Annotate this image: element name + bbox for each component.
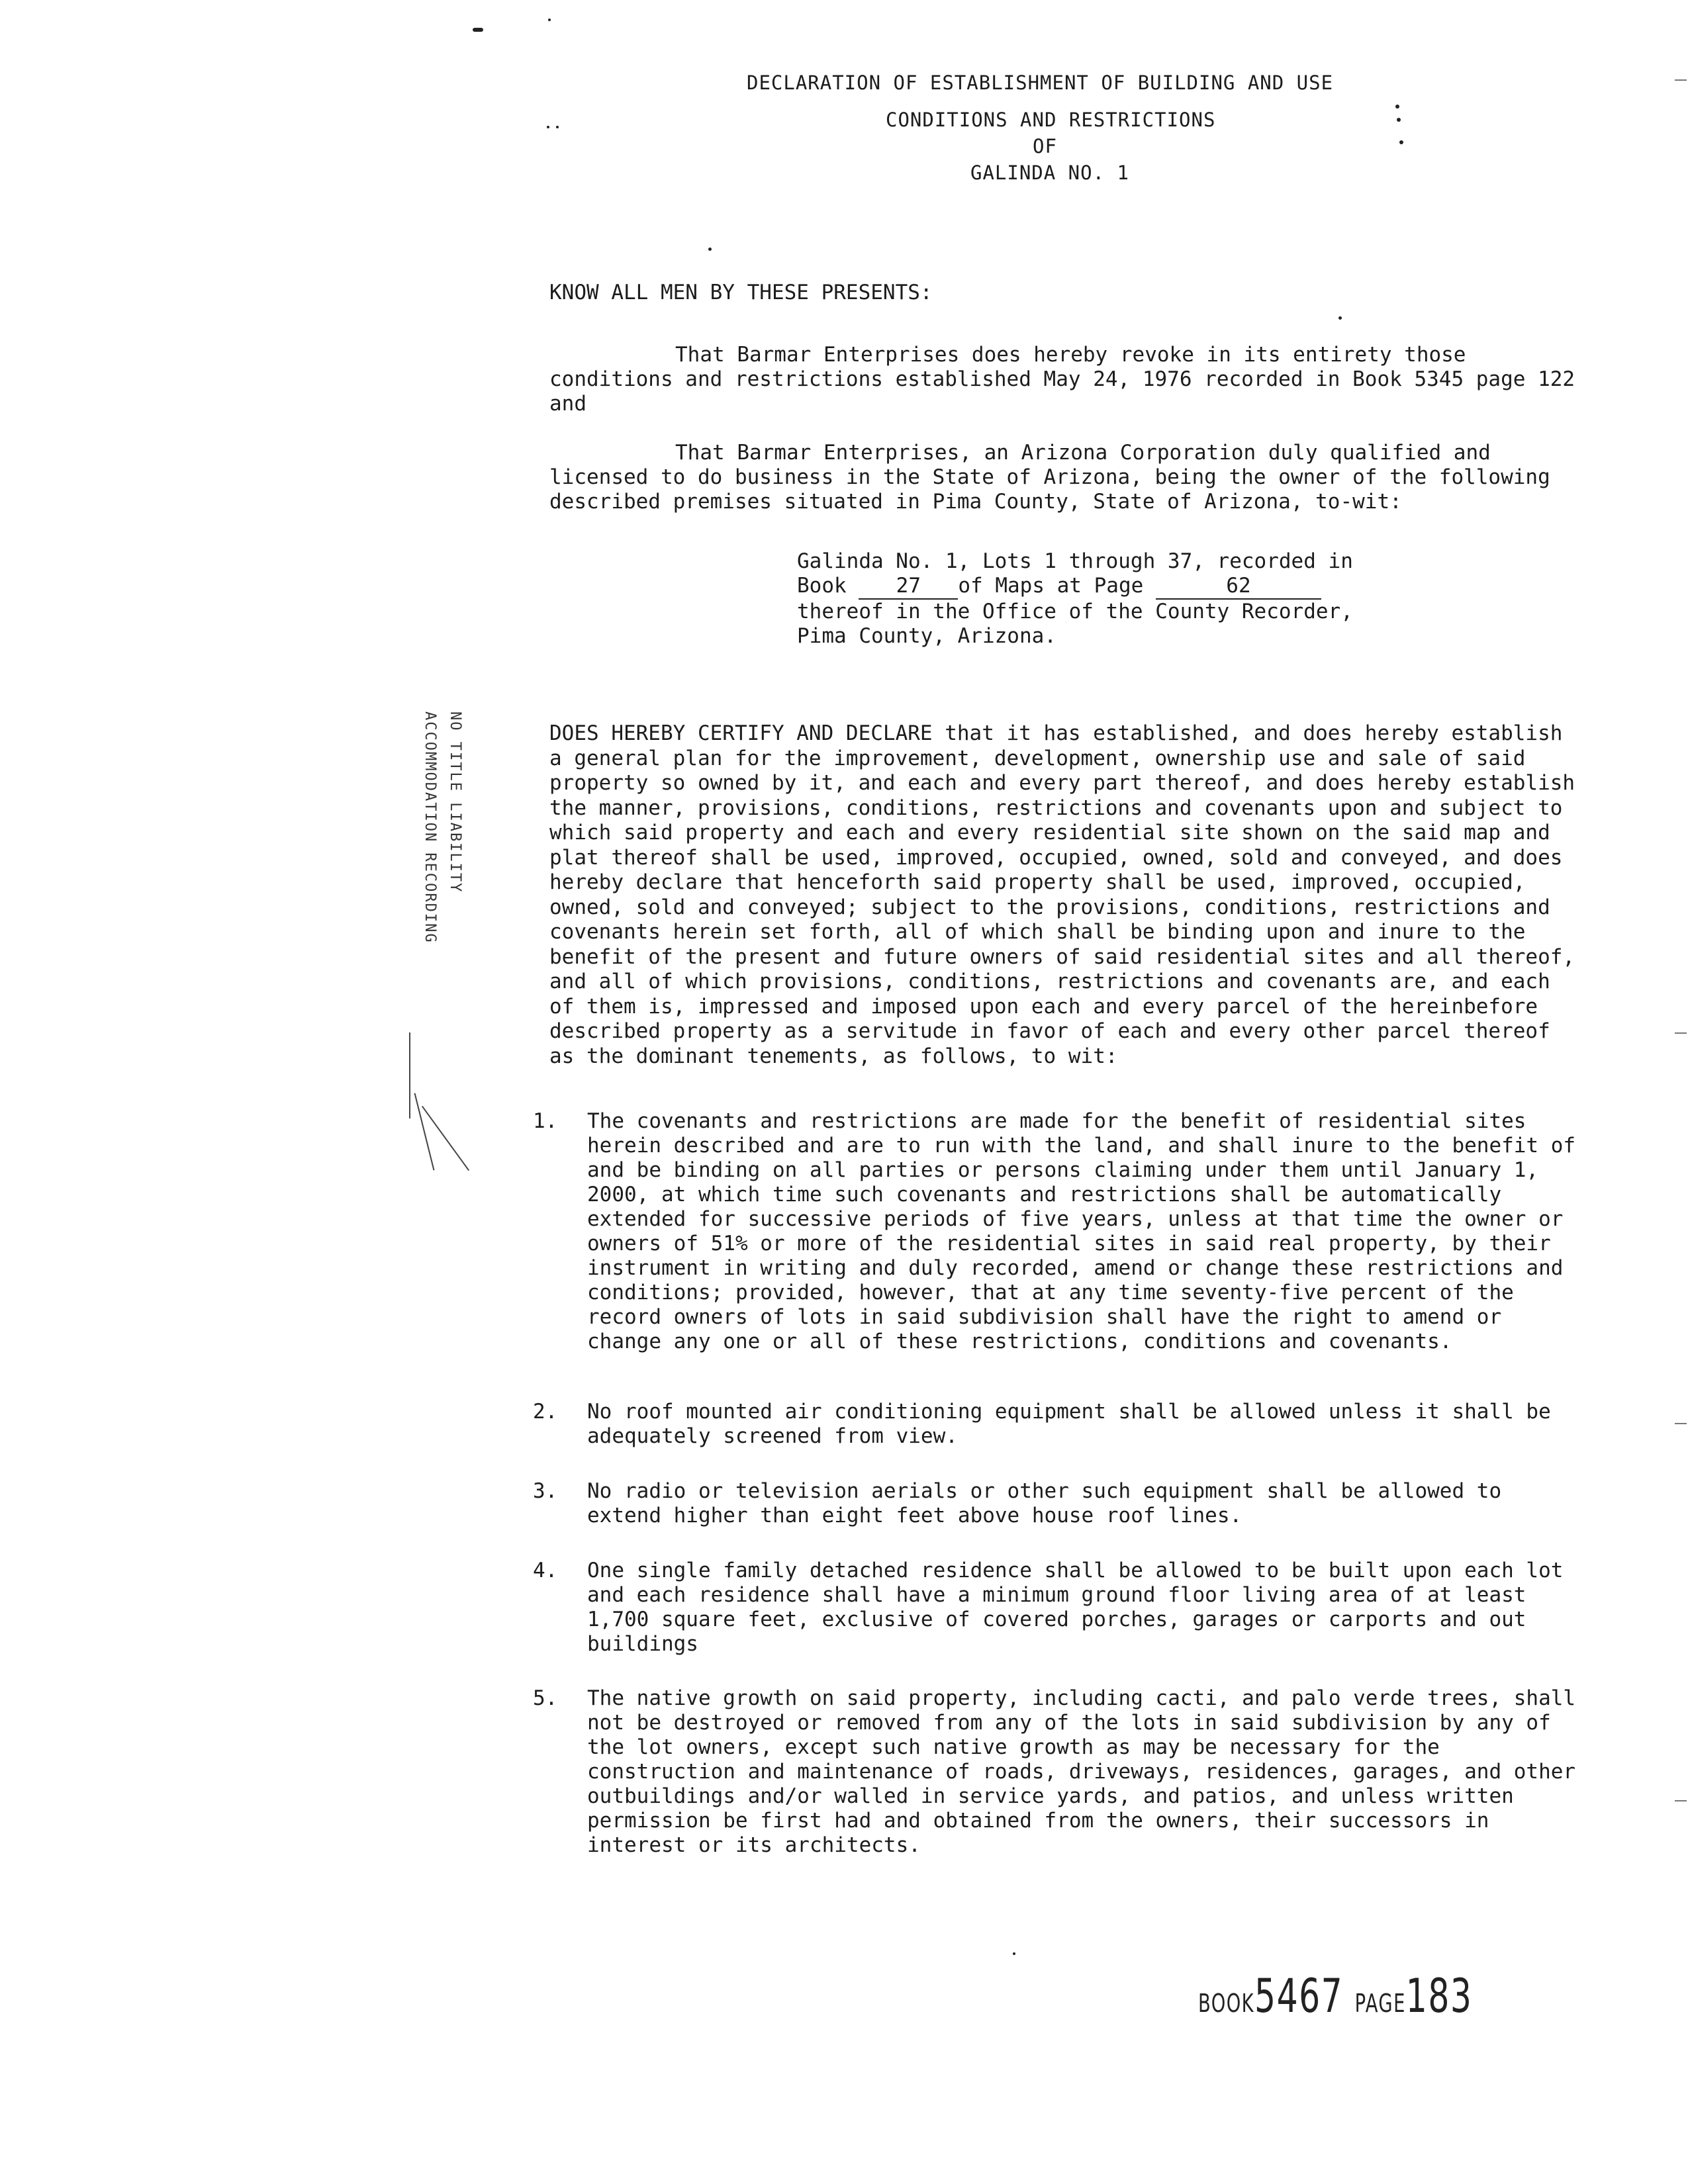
scan-speck <box>547 126 549 128</box>
footer-page-label: PAGE <box>1354 1989 1406 2018</box>
scan-speck <box>1013 1952 1015 1955</box>
item-text: No radio or television aerials or other such equipment shall be allowed to extend higher than eight feet above house roof lines. <box>587 1479 1514 1527</box>
property-line-3: thereof in the Office of the County Recorder, <box>797 600 1353 623</box>
margin-mark <box>1675 1423 1687 1424</box>
item-text: No roof mounted air conditioning equipment shall be allowed unless it shall be adequately screened from view. <box>587 1400 1564 1448</box>
scan-speck <box>473 28 483 32</box>
page-number-field: 62 <box>1156 574 1321 600</box>
margin-stroke <box>409 1032 410 1118</box>
scan-speck <box>708 248 712 251</box>
maps-label: of Maps at Page <box>958 574 1144 598</box>
margin-stroke <box>422 1106 469 1171</box>
scan-speck <box>548 19 551 21</box>
property-line-4: Pima County, Arizona. <box>797 624 1056 648</box>
title-line-4: GALINDA NO. 1 <box>970 161 1129 184</box>
recording-number <box>1198 1969 1472 2023</box>
item-number: 3. <box>533 1479 558 1503</box>
book-number-field: 27 <box>859 574 958 600</box>
side-stamp-line-2: NO TITLE LIABILITY <box>447 711 463 893</box>
title-line-2: CONDITIONS AND RESTRICTIONS <box>886 109 1216 131</box>
owner-statement-paragraph: That Barmar Enterprises, an Arizona Corporation duly qualified and licensed to do business in the State of Arizona, being the owner of the following described premises situated in Pima County, State of Arizona, to-wit: <box>549 441 1563 514</box>
scan-speck <box>1395 105 1399 109</box>
footer-book-number: 5467 <box>1254 1969 1344 2023</box>
property-description <box>797 549 1393 649</box>
scan-speck <box>1338 316 1342 320</box>
item-text: One single family detached residence shall be allowed to be built upon each lot and each residence shall have a minimum ground floor living area of at least 1,700 square feet, exclusive of covered porches, garages or carports and out buildings <box>587 1559 1576 1656</box>
item-text: The covenants and restrictions are made for the benefit of residential sites herein described and are to run with the land, and shall inure to the benefit of and be binding on all parties or persons claiming under them until January 1, 2000, at which time such covenants and restrictions shall be automatically extended for successive periods of five years, unless at that time the owner or owners of 51% or more of the residential sites in said real property, by their instrument in writing and duly recorded, amend or change these restrictions and conditions; provided, however, that at any time seventy-five percent of the record owners of lots in said subdivision shall have the right to amend or change any one or all of these restrictions, conditions and covenants. <box>587 1109 1588 1353</box>
revocation-paragraph: That Barmar Enterprises does hereby revoke in its entirety those conditions and restrictions established May 24, 1976 recorded in Book 5345 page 122 and <box>549 343 1587 416</box>
item-number: 2. <box>533 1400 558 1424</box>
margin-stroke <box>414 1093 435 1171</box>
property-line-1: Galinda No. 1, Lots 1 through 37, recorded in <box>797 549 1353 573</box>
side-stamp-line-1: ACCOMMODATION RECORDING <box>422 711 438 944</box>
item-text: The native growth on said property, including cacti, and palo verde trees, shall not be destroyed or removed from any of the lots in said subdivision by any of the lot owners, except such native growth as may be necessary for the construction and maintenance of roads, driveways, residences, garages, and other outbuildings and/or walled in service yards, and patios, and unless written permission be first had and obtained from the owners, their successors in interest or its architects. <box>587 1686 1588 1857</box>
margin-mark <box>1675 79 1687 81</box>
book-label: Book <box>797 574 847 598</box>
title-line-3: OF <box>1033 135 1057 158</box>
property-line-2 <box>797 574 1393 600</box>
margin-mark <box>1675 1800 1687 1801</box>
declaration-paragraph: DOES HEREBY CERTIFY AND DECLARE that it has established, and does hereby establish a general plan for the improvement, development, ownership use and sale of said property so owned by it, and each and every part thereof, and does hereby establish the manner, provisions, conditions, restrictions and covenants upon and subject to which said property and each and every residential site shown on the said map and plat thereof shall be used, improved, occupied, owned, sold and conveyed, and does hereby declare that henceforth said property shall be used, improved, occupied, owned, sold and conveyed; subject to the provisions, conditions, restrictions and covenants herein set forth, all of which shall be binding upon and inure to the benefit of the present and future owners of said residential sites and all thereof, and all of which provisions, conditions, restrictions and covenants are, and each of them is, impressed and imposed upon each and every parcel of the hereinbefore described property as a servitude in favor of each and every other parcel thereof as the dominant tenements, as follows, to wit: <box>549 721 1587 1068</box>
title-line-1: DECLARATION OF ESTABLISHMENT OF BUILDING AND USE <box>747 71 1334 94</box>
intro-heading: KNOW ALL MEN BY THESE PRESENTS: <box>549 281 933 304</box>
item-number: 4. <box>533 1559 558 1582</box>
footer-page-number: 183 <box>1405 1969 1473 2023</box>
scan-speck <box>1399 140 1403 144</box>
item-number: 5. <box>533 1686 558 1710</box>
margin-mark <box>1675 1032 1687 1034</box>
footer-book-label: BOOK <box>1198 1989 1255 2018</box>
scan-speck <box>1397 118 1401 122</box>
item-number: 1. <box>533 1109 558 1133</box>
scan-speck <box>556 126 559 128</box>
